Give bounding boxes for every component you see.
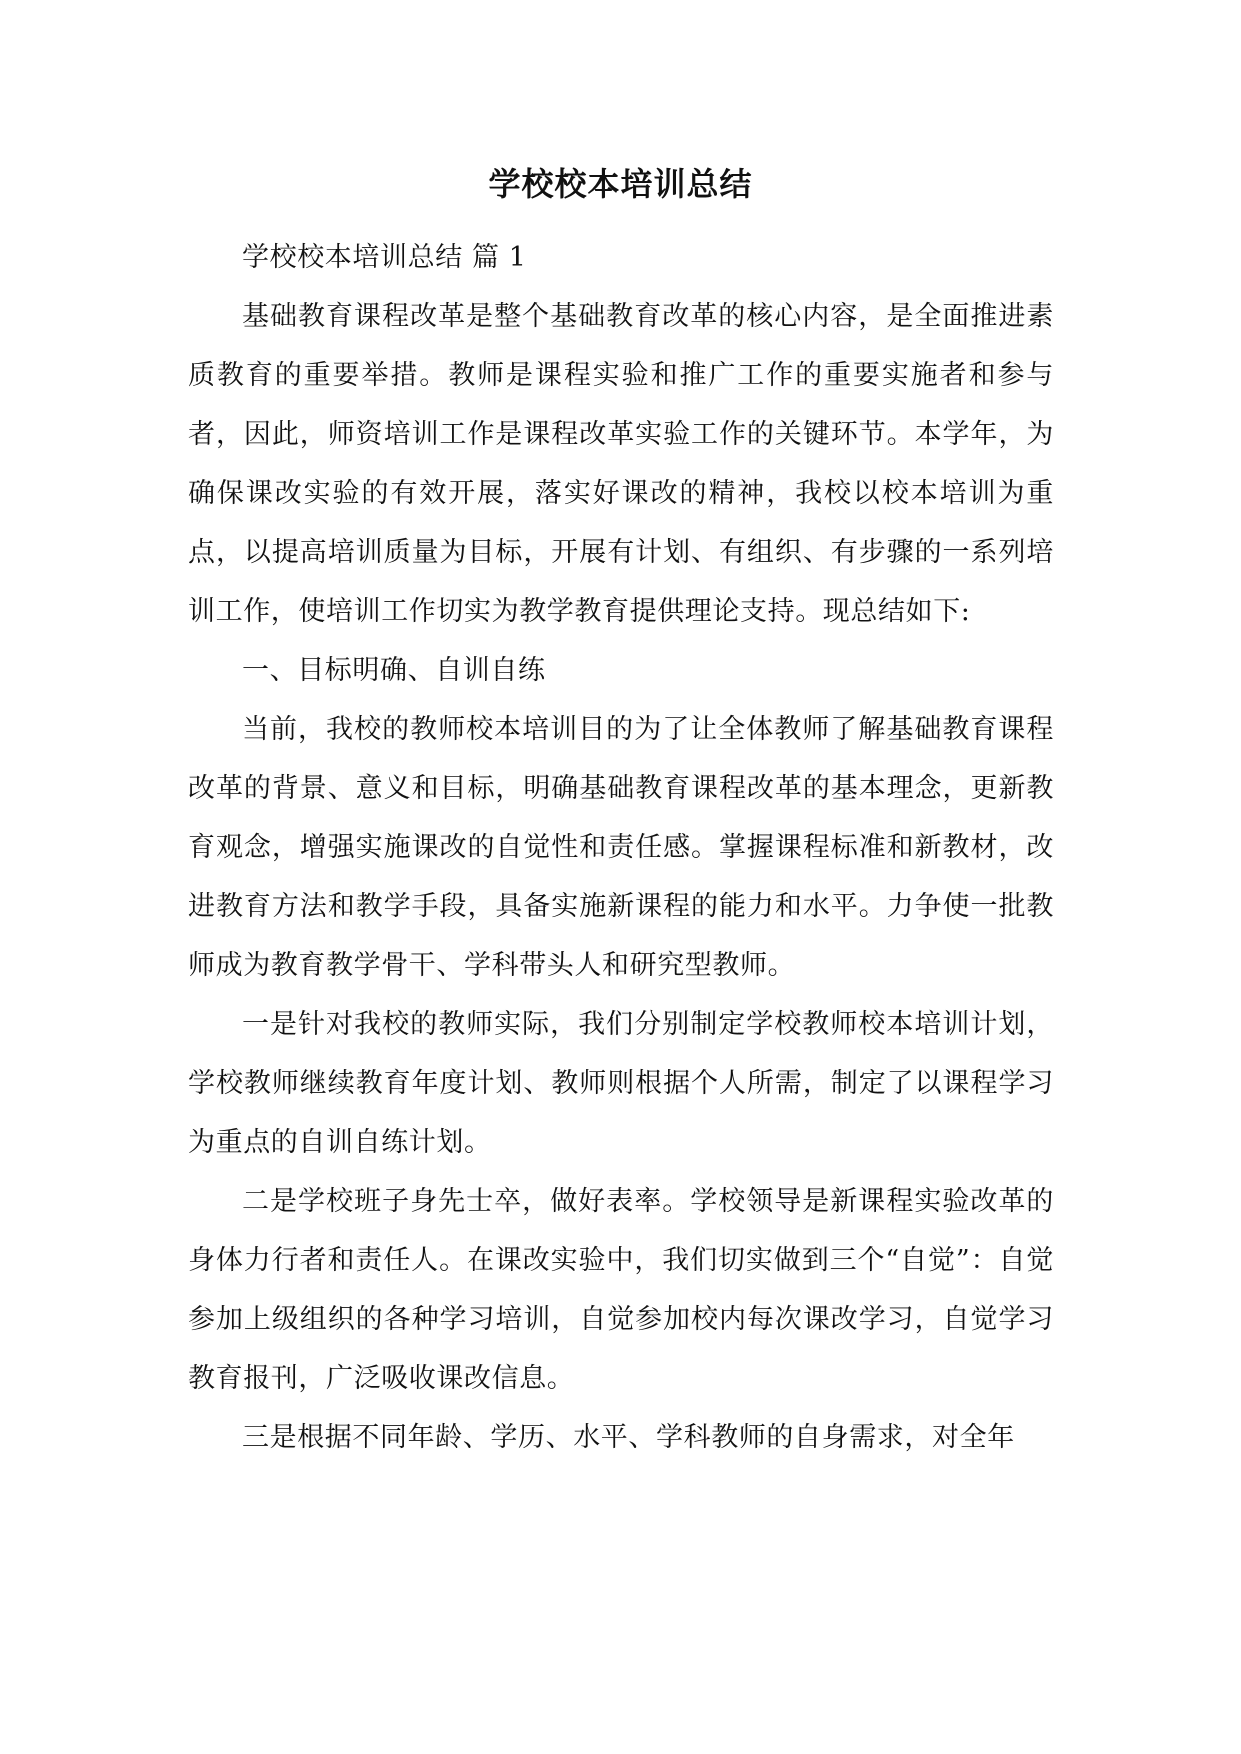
document-title: 学校校本培训总结	[488, 165, 753, 203]
paragraph-point-3: 三是根据不同年龄、学历、水平、学科教师的自身需求，对全年	[242, 1422, 1015, 1453]
document-subtitle: 学校校本培训总结 篇 1	[242, 242, 527, 273]
section-heading-1: 一、目标明确、自训自练	[242, 655, 546, 686]
paragraph-goals: 当前，我校的教师校本培训目的为了让全体教师了解基础教育课程改革的背景、意义和目标，明确基础教育课程改革的基本理念，更新教育观念，增强实施课改的自觉性和责任感。掌握课程标准和新教材，改进教育方法和教学手段，具备实施新课程的能力和水平。力争使一批教师成为教育教学骨干、学科带头人和研究型教师。	[188, 714, 1054, 981]
document-body	[188, 228, 1054, 1467]
paragraph-point-1: 一是针对我校的教师实际，我们分别制定学校教师校本培训计划，学校教师继续教育年度计划、教师则根据个人所需，制定了以课程学习为重点的自训自练计划。	[188, 1009, 1054, 1158]
paragraph-intro: 基础教育课程改革是整个基础教育改革的核心内容，是全面推进素质教育的重要举措。教师是课程实验和推广工作的重要实施者和参与者，因此，师资培训工作是课程改革实验工作的关键环节。本学年，为确保课改实验的有效开展，落实好课改的精神，我校以校本培训为重点，以提高培训质量为目标，开展有计划、有组织、有步骤的一系列培训工作，使培训工作切实为教学教育提供理论支持。现总结如下:	[188, 301, 1054, 627]
paragraph-point-2: 二是学校班子身先士卒，做好表率。学校领导是新课程实验改革的身体力行者和责任人。在课改实验中，我们切实做到三个“自觉”：自觉参加上级组织的各种学习培训，自觉参加校内每次课改学习，自觉学习教育报刊，广泛吸收课改信息。	[188, 1186, 1054, 1394]
